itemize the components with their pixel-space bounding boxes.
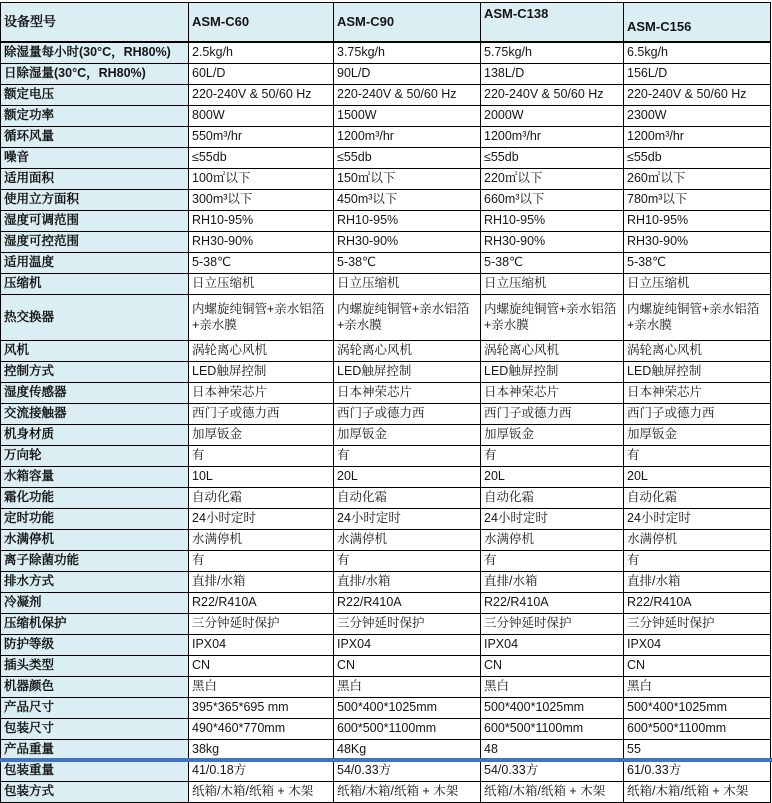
spec-value-cell: 5.75kg/h	[481, 42, 624, 64]
spec-label-cell: 包装尺寸	[1, 719, 189, 740]
spec-value-cell: 24小时定时	[481, 509, 624, 530]
spec-value-cell: 三分钟延时保护	[624, 614, 771, 635]
spec-value-cell: 260㎡以下	[624, 169, 771, 190]
spec-value-cell: 600*500*1100mm	[624, 719, 771, 740]
spec-label-cell: 机器颜色	[1, 677, 189, 698]
spec-label-cell: 压缩机保护	[1, 614, 189, 635]
spec-label-cell: 定时功能	[1, 509, 189, 530]
spec-value-cell: 24小时定时	[334, 509, 481, 530]
spec-value-cell: 直排/水箱	[481, 572, 624, 593]
spec-value-cell: 有	[334, 551, 481, 572]
table-row	[1, 530, 771, 551]
spec-value-cell: 水满停机	[189, 530, 334, 551]
spec-value-cell: ≤55db	[624, 148, 771, 169]
spec-value-cell: 加厚钣金	[624, 425, 771, 446]
spec-label-cell: 交流接触器	[1, 404, 189, 425]
spec-value-cell: 100㎡以下	[189, 169, 334, 190]
spec-value-cell: 300m³以下	[189, 190, 334, 211]
table-row	[1, 232, 771, 253]
spec-value-cell: 西门子或德力西	[624, 404, 771, 425]
spec-value-cell: IPX04	[334, 635, 481, 656]
spec-value-cell: 涡轮离心风机	[624, 341, 771, 362]
spec-value-cell: CN	[334, 656, 481, 677]
spec-value-cell: CN	[189, 656, 334, 677]
table-row	[1, 551, 771, 572]
spec-value-cell: 1200m³/hr	[481, 127, 624, 148]
header-device-model-label: 设备型号	[1, 3, 189, 43]
spec-value-cell: 24小时定时	[624, 509, 771, 530]
spec-value-cell: 220-240V & 50/60 Hz	[334, 85, 481, 106]
spec-value-cell: 220㎡以下	[481, 169, 624, 190]
spec-value-cell: 涡轮离心风机	[189, 341, 334, 362]
spec-value-cell: 220-240V & 50/60 Hz	[481, 85, 624, 106]
table-row	[1, 341, 771, 362]
spec-value-cell: 500*400*1025mm	[334, 698, 481, 719]
spec-value-cell: 日立压缩机	[624, 274, 771, 295]
spec-value-cell: 156L/D	[624, 64, 771, 85]
spec-value-cell: 48Kg	[334, 740, 481, 761]
table-row	[1, 509, 771, 530]
spec-label-cell: 循环风量	[1, 127, 189, 148]
spec-value-cell: 纸箱/木箱/纸箱 + 木架	[334, 782, 481, 803]
spec-label-cell: 适用温度	[1, 253, 189, 274]
spec-table	[0, 2, 771, 803]
spec-value-cell: 395*365*695 mm	[189, 698, 334, 719]
spec-value-cell: 41/0.18方	[189, 761, 334, 782]
spec-value-cell: 1500W	[334, 106, 481, 127]
spec-value-cell: 加厚钣金	[334, 425, 481, 446]
table-row	[1, 488, 771, 509]
spec-value-cell: 55	[624, 740, 771, 761]
spec-value-cell: 780m³以下	[624, 190, 771, 211]
spec-value-cell: 黑白	[189, 677, 334, 698]
table-row	[1, 656, 771, 677]
spec-value-cell: ≤55db	[189, 148, 334, 169]
table-row	[1, 64, 771, 85]
table-row	[1, 425, 771, 446]
spec-value-cell: 黑白	[334, 677, 481, 698]
table-row	[1, 42, 771, 64]
spec-value-cell: 内螺旋纯铜管+亲水铝箔+亲水膜	[624, 295, 771, 341]
spec-value-cell: RH10-95%	[334, 211, 481, 232]
table-row	[1, 190, 771, 211]
spec-value-cell: 内螺旋纯铜管+亲水铝箔+亲水膜	[481, 295, 624, 341]
table-row	[1, 782, 771, 803]
spec-value-cell: 20L	[481, 467, 624, 488]
spec-value-cell: 500*400*1025mm	[624, 698, 771, 719]
table-row	[1, 295, 771, 341]
spec-value-cell: RH10-95%	[481, 211, 624, 232]
spec-value-cell: 54/0.33方	[481, 761, 624, 782]
spec-value-cell: 西门子或德力西	[481, 404, 624, 425]
table-row	[1, 211, 771, 232]
spec-value-cell: 有	[334, 446, 481, 467]
spec-value-cell: 5-38℃	[481, 253, 624, 274]
spec-value-cell: RH30-90%	[624, 232, 771, 253]
spec-value-cell: CN	[624, 656, 771, 677]
spec-value-cell: LED触屏控制	[481, 362, 624, 383]
spec-value-cell: RH30-90%	[189, 232, 334, 253]
spec-value-cell: 水满停机	[334, 530, 481, 551]
spec-label-cell: 除湿量每小时(30°C，RH80%)	[1, 42, 189, 64]
spec-label-cell: 控制方式	[1, 362, 189, 383]
spec-value-cell: 西门子或德力西	[189, 404, 334, 425]
spec-value-cell: 150㎡以下	[334, 169, 481, 190]
spec-label-cell: 插头类型	[1, 656, 189, 677]
table-row	[1, 253, 771, 274]
spec-value-cell: 自动化霜	[481, 488, 624, 509]
spec-value-cell: 纸箱/木箱/纸箱 + 木架	[481, 782, 624, 803]
table-row	[1, 106, 771, 127]
spec-value-cell: 220-240V & 50/60 Hz	[189, 85, 334, 106]
spec-value-cell: 5-38℃	[189, 253, 334, 274]
spec-value-cell: 直排/水箱	[189, 572, 334, 593]
spec-value-cell: LED触屏控制	[624, 362, 771, 383]
spec-label-cell: 湿度传感器	[1, 383, 189, 404]
spec-label-cell: 噪音	[1, 148, 189, 169]
spec-value-cell: IPX04	[189, 635, 334, 656]
table-row	[1, 274, 771, 295]
spec-value-cell: IPX04	[481, 635, 624, 656]
spec-value-cell: 黑白	[624, 677, 771, 698]
spec-value-cell: 2000W	[481, 106, 624, 127]
spec-value-cell: 水满停机	[481, 530, 624, 551]
spec-label-cell: 热交换器	[1, 295, 189, 341]
spec-label-cell: 机身材质	[1, 425, 189, 446]
spec-value-cell: IPX04	[624, 635, 771, 656]
spec-value-cell: 日立压缩机	[334, 274, 481, 295]
spec-value-cell: 90L/D	[334, 64, 481, 85]
spec-value-cell: 800W	[189, 106, 334, 127]
spec-value-cell: 自动化霜	[189, 488, 334, 509]
spec-value-cell: 日本神荣芯片	[481, 383, 624, 404]
spec-value-cell: 加厚钣金	[481, 425, 624, 446]
spec-label-cell: 防护等级	[1, 635, 189, 656]
spec-value-cell: 3.75kg/h	[334, 42, 481, 64]
spec-value-cell: 日本神荣芯片	[334, 383, 481, 404]
spec-value-cell: 涡轮离心风机	[334, 341, 481, 362]
spec-value-cell: R22/R410A	[624, 593, 771, 614]
spec-value-cell: 日立压缩机	[189, 274, 334, 295]
header-model-asm-c156: ASM-C156	[624, 3, 771, 43]
spec-value-cell: R22/R410A	[481, 593, 624, 614]
spec-label-cell: 包装重量	[1, 761, 189, 782]
spec-value-cell: 三分钟延时保护	[334, 614, 481, 635]
spec-value-cell: 61/0.33方	[624, 761, 771, 782]
spec-label-cell: 产品尺寸	[1, 698, 189, 719]
spec-label-cell: 风机	[1, 341, 189, 362]
spec-value-cell: RH30-90%	[481, 232, 624, 253]
table-row	[1, 719, 771, 740]
spec-value-cell: 有	[189, 551, 334, 572]
spec-value-cell: 日立压缩机	[481, 274, 624, 295]
table-row	[1, 85, 771, 106]
spec-label-cell: 额定电压	[1, 85, 189, 106]
spec-value-cell: 550m³/hr	[189, 127, 334, 148]
spec-value-cell: 黑白	[481, 677, 624, 698]
spec-value-cell: 490*460*770mm	[189, 719, 334, 740]
spec-label-cell: 水箱容量	[1, 467, 189, 488]
spec-value-cell: 10L	[189, 467, 334, 488]
spec-value-cell: 自动化霜	[624, 488, 771, 509]
spec-value-cell: 内螺旋纯铜管+亲水铝箔+亲水膜	[334, 295, 481, 341]
spec-value-cell: 138L/D	[481, 64, 624, 85]
table-row	[1, 761, 771, 782]
spec-value-cell: 54/0.33方	[334, 761, 481, 782]
spec-label-cell: 水满停机	[1, 530, 189, 551]
spec-value-cell: 有	[481, 446, 624, 467]
spec-value-cell: 日本神荣芯片	[624, 383, 771, 404]
header-row	[1, 3, 771, 43]
spec-value-cell: 2300W	[624, 106, 771, 127]
table-row	[1, 698, 771, 719]
bottom-accent-bar	[0, 758, 772, 762]
spec-value-cell: R22/R410A	[334, 593, 481, 614]
table-row	[1, 362, 771, 383]
spec-value-cell: 有	[624, 446, 771, 467]
spec-value-cell: 20L	[334, 467, 481, 488]
spec-label-cell: 湿度可控范围	[1, 232, 189, 253]
spec-value-cell: 有	[189, 446, 334, 467]
table-row	[1, 593, 771, 614]
spec-value-cell: 1200m³/hr	[624, 127, 771, 148]
spec-label-cell: 使用立方面积	[1, 190, 189, 211]
spec-value-cell: 三分钟延时保护	[481, 614, 624, 635]
table-row	[1, 677, 771, 698]
table-row	[1, 169, 771, 190]
spec-value-cell: 60L/D	[189, 64, 334, 85]
spec-value-cell: 1200m³/hr	[334, 127, 481, 148]
spec-label-cell: 产品重量	[1, 740, 189, 761]
spec-label-cell: 万向轮	[1, 446, 189, 467]
spec-label-cell: 额定功率	[1, 106, 189, 127]
header-model-asm-c60: ASM-C60	[189, 3, 334, 43]
table-row	[1, 635, 771, 656]
spec-value-cell: 加厚钣金	[189, 425, 334, 446]
spec-value-cell: 38kg	[189, 740, 334, 761]
spec-value-cell: 5-38℃	[334, 253, 481, 274]
table-row	[1, 572, 771, 593]
spec-value-cell: 三分钟延时保护	[189, 614, 334, 635]
spec-value-cell: CN	[481, 656, 624, 677]
spec-label-cell: 霜化功能	[1, 488, 189, 509]
table-row	[1, 148, 771, 169]
spec-value-cell: 直排/水箱	[624, 572, 771, 593]
spec-value-cell: RH10-95%	[624, 211, 771, 232]
header-model-asm-c138: ASM-C138	[481, 3, 624, 43]
spec-value-cell: RH10-95%	[189, 211, 334, 232]
table-row	[1, 404, 771, 425]
spec-label-cell: 包装方式	[1, 782, 189, 803]
spec-value-cell: 有	[624, 551, 771, 572]
spec-value-cell: 有	[481, 551, 624, 572]
spec-value-cell: 5-38℃	[624, 253, 771, 274]
table-row	[1, 127, 771, 148]
spec-value-cell: LED触屏控制	[189, 362, 334, 383]
spec-value-cell: RH30-90%	[334, 232, 481, 253]
spec-label-cell: 压缩机	[1, 274, 189, 295]
spec-value-cell: 水满停机	[624, 530, 771, 551]
spec-value-cell: R22/R410A	[189, 593, 334, 614]
spec-label-cell: 湿度可调范围	[1, 211, 189, 232]
spec-value-cell: 450m³以下	[334, 190, 481, 211]
spec-value-cell: 自动化霜	[334, 488, 481, 509]
spec-value-cell: 48	[481, 740, 624, 761]
table-row	[1, 446, 771, 467]
spec-label-cell: 排水方式	[1, 572, 189, 593]
spec-label-cell: 离子除菌功能	[1, 551, 189, 572]
spec-value-cell: 24小时定时	[189, 509, 334, 530]
spec-value-cell: ≤55db	[334, 148, 481, 169]
spec-value-cell: 内螺旋纯铜管+亲水铝箔+亲水膜	[189, 295, 334, 341]
table-row	[1, 383, 771, 404]
spec-value-cell: 2.5kg/h	[189, 42, 334, 64]
spec-label-cell: 日除湿量(30°C，RH80%)	[1, 64, 189, 85]
spec-value-cell: 600*500*1100mm	[481, 719, 624, 740]
header-model-asm-c90: ASM-C90	[334, 3, 481, 43]
table-row	[1, 614, 771, 635]
spec-value-cell: 600*500*1100mm	[334, 719, 481, 740]
spec-value-cell: 直排/水箱	[334, 572, 481, 593]
spec-value-cell: 西门子或德力西	[334, 404, 481, 425]
spec-label-cell: 冷凝剂	[1, 593, 189, 614]
spec-value-cell: 20L	[624, 467, 771, 488]
spec-value-cell: 纸箱/木箱/纸箱 + 木架	[624, 782, 771, 803]
spec-label-cell: 适用面积	[1, 169, 189, 190]
spec-value-cell: 日本神荣芯片	[189, 383, 334, 404]
spec-value-cell: 220-240V & 50/60 Hz	[624, 85, 771, 106]
spec-value-cell: LED触屏控制	[334, 362, 481, 383]
table-row	[1, 467, 771, 488]
spec-value-cell: 500*400*1025mm	[481, 698, 624, 719]
spec-value-cell: 660m³以下	[481, 190, 624, 211]
spec-value-cell: ≤55db	[481, 148, 624, 169]
spec-value-cell: 涡轮离心风机	[481, 341, 624, 362]
spec-value-cell: 6.5kg/h	[624, 42, 771, 64]
spec-value-cell: 纸箱/木箱/纸箱 + 木架	[189, 782, 334, 803]
